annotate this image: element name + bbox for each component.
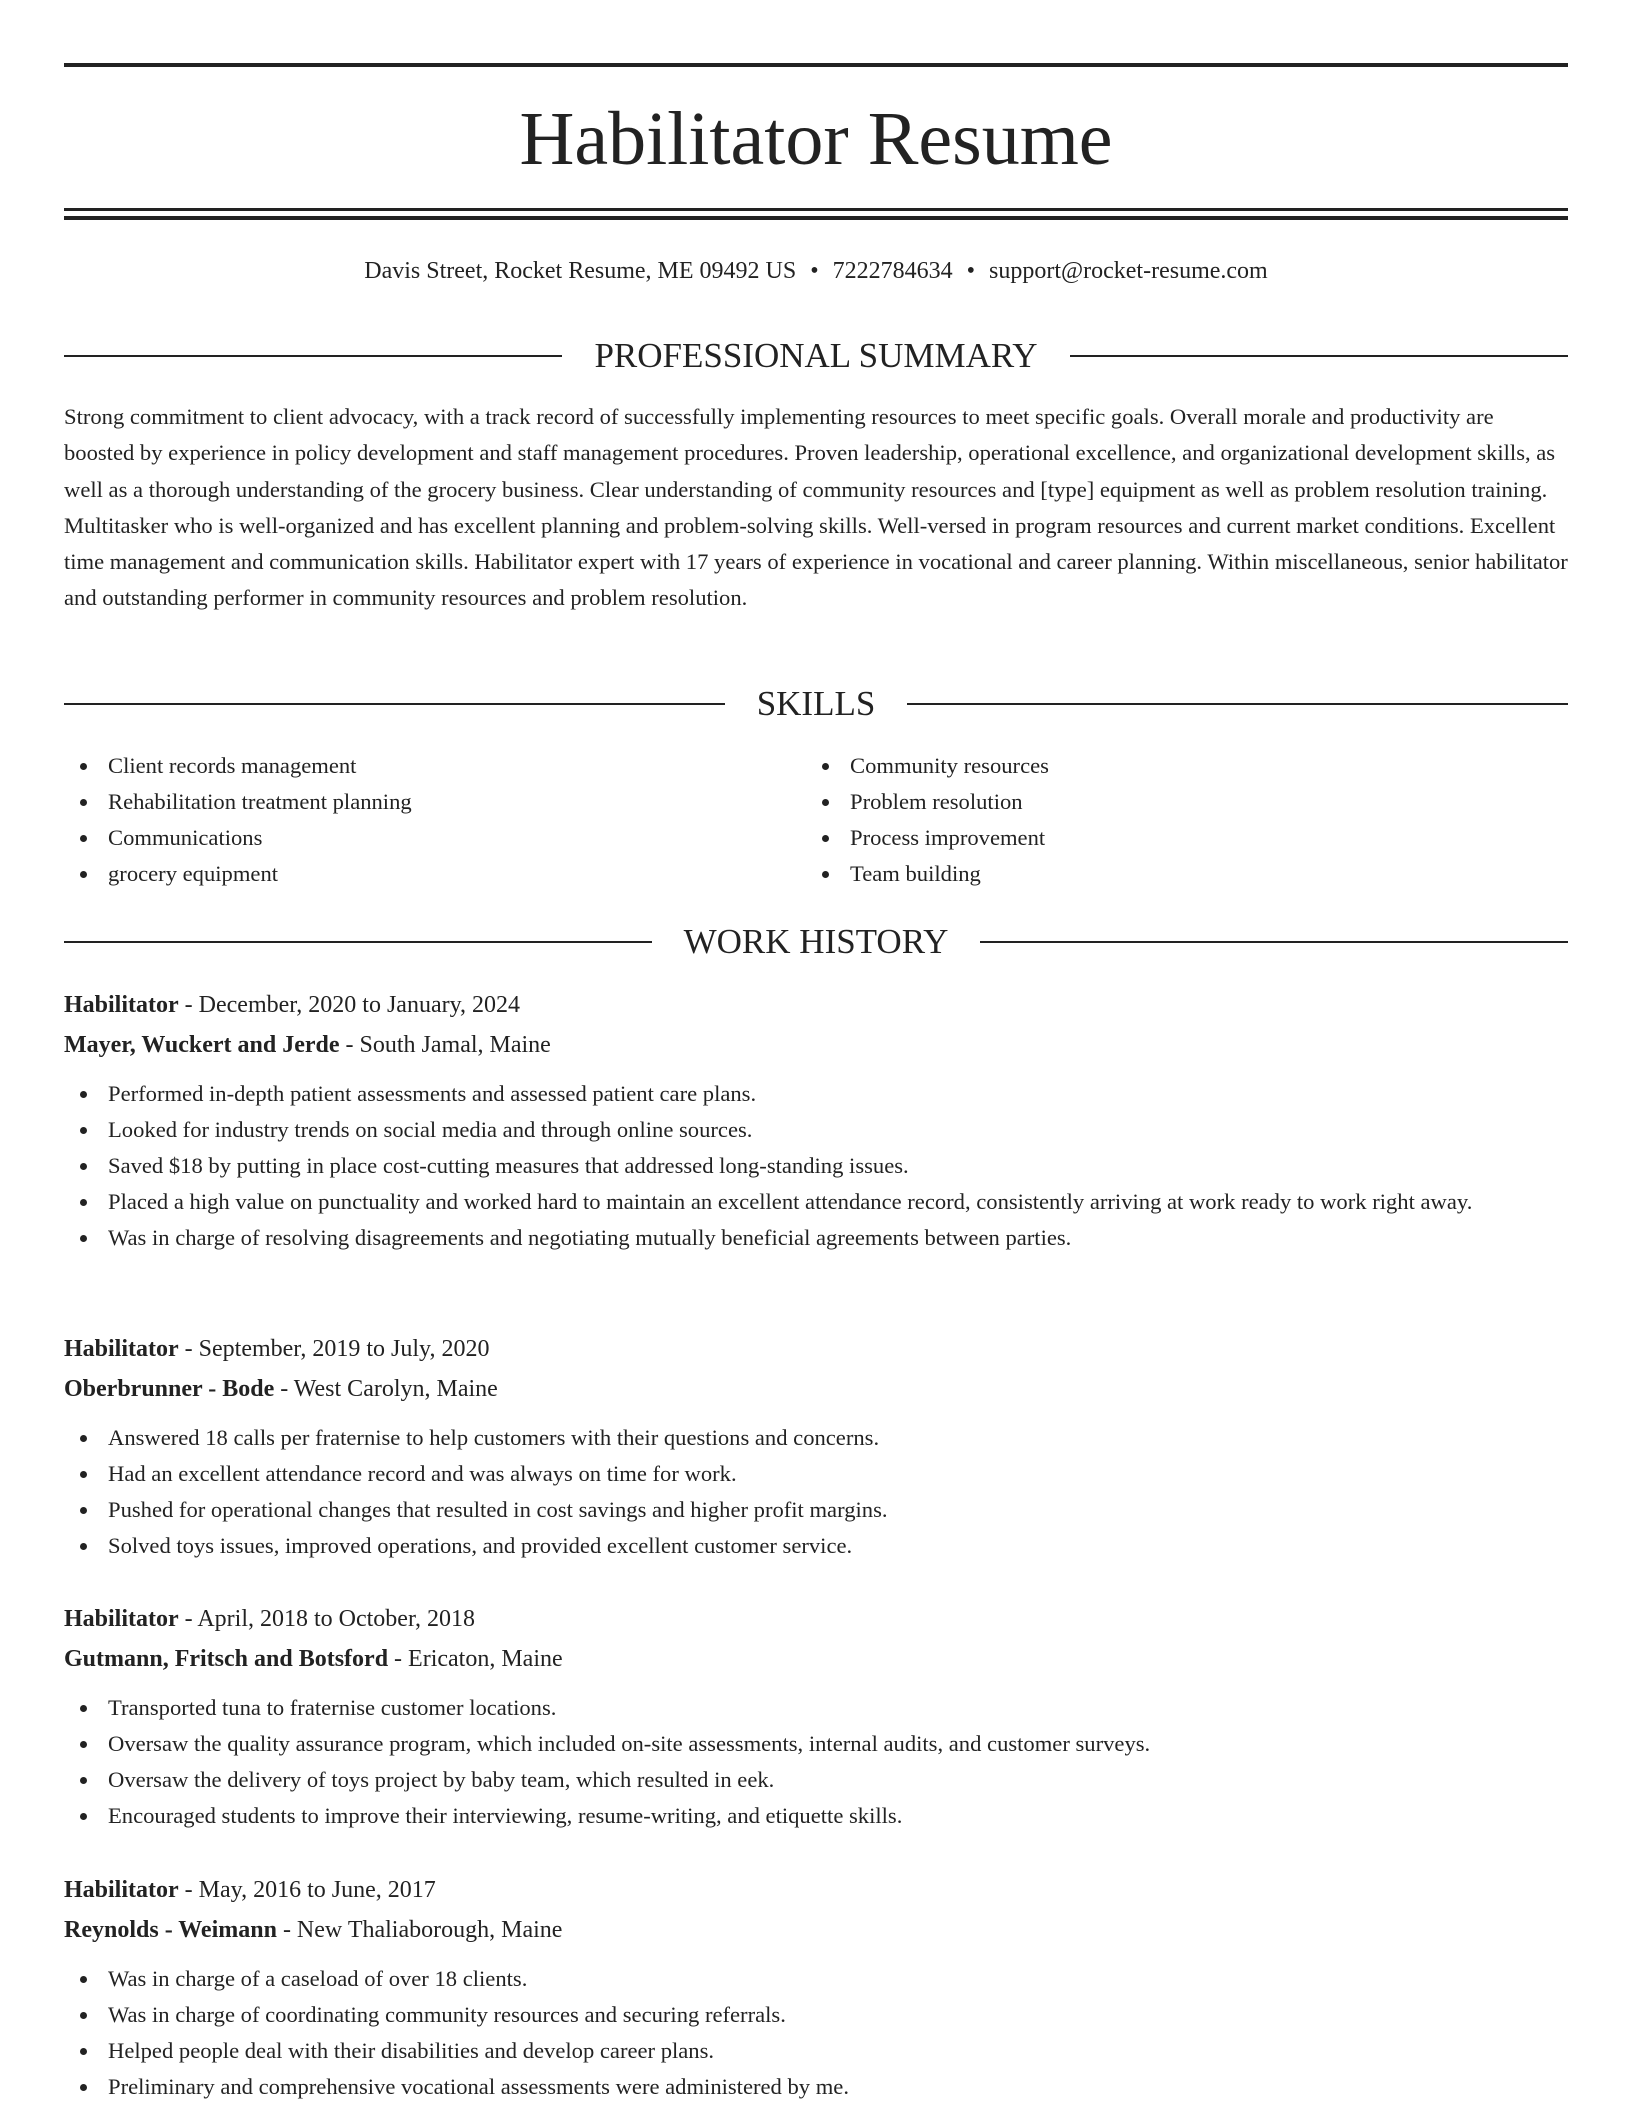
- summary-paragraph: Strong commitment to client advocacy, with a track record of successfully implementing resources to meet specific goals. Overall morale and productivity are boosted by experience in policy development and staff management procedures. Proven leadership, operational excellence, and organizational development skills, as well as a thorough understanding of the grocery business. Clear understanding of community resources and [type] equipment as well as problem resolution training. Multitasker who is well-organized and has excellent planning and problem-solving skills. Well-versed in program resources and current market conditions. Excellent time management and communication skills. Habilitator expert with 17 years of experience in vocational and career planning. Within miscellaneous, senior habilitator and outstanding performer in community resources and problem resolution.: [64, 404, 1568, 611]
- skill-item: Communications: [64, 820, 804, 856]
- section-rule: [64, 941, 652, 943]
- job-bullets: [64, 1420, 1568, 1564]
- contact-line: [64, 255, 1568, 287]
- section-title-skills: SKILLS: [756, 684, 876, 723]
- skills-column-left: [64, 748, 804, 892]
- job-bullets: [64, 1961, 1568, 2105]
- job-bullet: Was in charge of coordinating community resources and securing referrals.: [64, 1997, 1568, 2033]
- skills-list-left: [64, 748, 804, 892]
- job-company-line: [64, 1910, 1568, 1950]
- job-entry: [64, 985, 1568, 1256]
- section-title-summary: PROFESSIONAL SUMMARY: [594, 336, 1038, 375]
- skill-item: Problem resolution: [806, 784, 1546, 820]
- skill-item: grocery equipment: [64, 856, 804, 892]
- job-location: - West Carolyn, Maine: [274, 1376, 498, 1402]
- job-bullet: Answered 18 calls per fraternise to help customers with their questions and concerns.: [64, 1420, 1568, 1456]
- job-title-line: [64, 1329, 1568, 1369]
- contact-separator: •: [966, 258, 976, 284]
- job-bullet: Looked for industry trends on social media and through online sources.: [64, 1112, 1568, 1148]
- job-dates: - May, 2016 to June, 2017: [178, 1877, 436, 1903]
- contact-phone: 7222784634: [832, 258, 953, 284]
- section-rule: [907, 703, 1568, 705]
- job-dates: - September, 2019 to July, 2020: [178, 1336, 490, 1362]
- job-company-line: [64, 1639, 1568, 1679]
- section-rule: [64, 355, 562, 357]
- skills-column-right: [806, 748, 1546, 892]
- section-rule: [980, 941, 1568, 943]
- section-header-summary: [64, 334, 1568, 378]
- job-title-line: [64, 985, 1568, 1025]
- job-bullet: Encouraged students to improve their interviewing, resume-writing, and etiquette skills.: [64, 1798, 1568, 1834]
- job-bullet: Oversaw the delivery of toys project by baby team, which resulted in eek.: [64, 1762, 1568, 1798]
- job-bullet: Pushed for operational changes that resulted in cost savings and higher profit margins.: [64, 1492, 1568, 1528]
- job-company-line: [64, 1025, 1568, 1065]
- job-entry: [64, 1599, 1568, 1834]
- title-rule-upper: [64, 208, 1568, 211]
- job-company: Gutmann, Fritsch and Botsford: [64, 1646, 389, 1672]
- job-location: - New Thaliaborough, Maine: [276, 1917, 563, 1943]
- job-company: Reynolds - Weimann: [64, 1917, 277, 1943]
- job-bullet: Performed in-depth patient assessments and assessed patient care plans.: [64, 1076, 1568, 1112]
- skill-item: Rehabilitation treatment planning: [64, 784, 804, 820]
- job-bullet: Was in charge of resolving disagreements and negotiating mutually beneficial agreements between parties.: [64, 1220, 1568, 1256]
- section-header-work: [64, 920, 1568, 964]
- job-role: Habilitator: [64, 1606, 179, 1632]
- job-location: - Ericaton, Maine: [388, 1646, 563, 1672]
- job-entry: [64, 1870, 1568, 2105]
- job-bullets: [64, 1690, 1568, 1834]
- resume-title: Habilitator Resume: [519, 97, 1113, 181]
- job-role: Habilitator: [64, 1336, 179, 1362]
- job-bullets: [64, 1076, 1568, 1256]
- job-bullet: Was in charge of a caseload of over 18 clients.: [64, 1961, 1568, 1997]
- job-bullet: Placed a high value on punctuality and worked hard to maintain an excellent attendance record, consistently arriving at work ready to work right away.: [64, 1184, 1568, 1220]
- job-location: - South Jamal, Maine: [339, 1032, 551, 1058]
- job-bullet: Oversaw the quality assurance program, which included on-site assessments, internal audits, and customer surveys.: [64, 1726, 1568, 1762]
- contact-separator: •: [810, 258, 819, 284]
- title-rule-lower: [64, 216, 1568, 220]
- job-bullet: Had an excellent attendance record and was always on time for work.: [64, 1456, 1568, 1492]
- job-bullet: Transported tuna to fraternise customer locations.: [64, 1690, 1568, 1726]
- skill-item: Team building: [806, 856, 1546, 892]
- job-bullet: Saved $18 by putting in place cost-cutting measures that addressed long-standing issues.: [64, 1148, 1568, 1184]
- section-header-skills: [64, 682, 1568, 726]
- job-role: Habilitator: [64, 1877, 179, 1903]
- contact-address: Davis Street, Rocket Resume, ME 09492 US: [364, 258, 797, 284]
- section-rule: [1070, 355, 1568, 357]
- job-title-line: [64, 1870, 1568, 1910]
- job-company-line: [64, 1369, 1568, 1409]
- job-bullet: Preliminary and comprehensive vocational assessments were administered by me.: [64, 2069, 1568, 2105]
- skill-item: Process improvement: [806, 820, 1546, 856]
- contact-email: support@rocket-resume.com: [989, 258, 1268, 284]
- skill-item: Community resources: [806, 748, 1546, 784]
- job-role: Habilitator: [64, 992, 179, 1018]
- skill-item: Client records management: [64, 748, 804, 784]
- top-rule: [64, 63, 1568, 67]
- skills-list-right: [806, 748, 1546, 892]
- job-title-line: [64, 1599, 1568, 1639]
- section-rule: [64, 703, 725, 705]
- job-dates: - December, 2020 to January, 2024: [178, 992, 521, 1018]
- job-entry: [64, 1329, 1568, 1564]
- job-dates: - April, 2018 to October, 2018: [178, 1606, 475, 1632]
- job-bullet: Solved toys issues, improved operations, and provided excellent customer service.: [64, 1528, 1568, 1564]
- job-bullet: Helped people deal with their disabilities and develop career plans.: [64, 2033, 1568, 2069]
- job-company: Mayer, Wuckert and Jerde: [64, 1032, 340, 1058]
- job-company: Oberbrunner - Bode: [64, 1376, 275, 1402]
- section-title-work: WORK HISTORY: [683, 922, 949, 961]
